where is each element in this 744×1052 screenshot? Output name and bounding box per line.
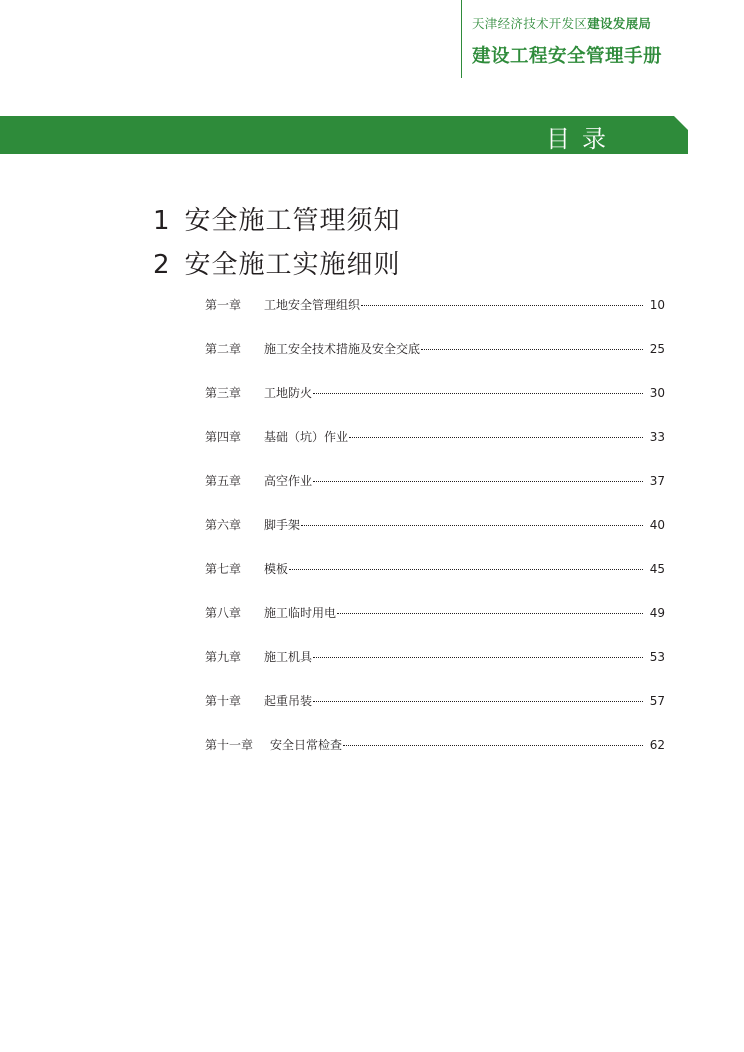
chapter-number: 第八章 <box>205 606 242 620</box>
chapter-number: 第六章 <box>205 518 242 532</box>
toc-title: 目录 <box>546 125 618 153</box>
dot-leader <box>361 305 643 306</box>
dot-leader <box>289 569 643 570</box>
toc-entry-chapter-10[interactable] <box>205 692 665 736</box>
toc-entry-chapter-9[interactable] <box>205 648 665 692</box>
chapter-number: 第四章 <box>205 430 242 444</box>
page-number: 57 <box>649 694 665 708</box>
header-divider <box>461 0 462 78</box>
organization-bureau: 建设发展局 <box>587 16 652 31</box>
manual-title: 建设工程安全管理手册 <box>472 46 663 67</box>
dot-leader <box>421 349 643 350</box>
part-number: 1 <box>153 206 171 236</box>
part-number: 2 <box>153 250 171 280</box>
chapter-title: 模板 <box>264 562 289 576</box>
page-number: 37 <box>649 474 665 488</box>
toc-entry-chapter-3[interactable] <box>205 384 665 428</box>
dot-leader <box>349 437 643 438</box>
page-number: 53 <box>649 650 665 664</box>
part-title: 安全施工实施细则 <box>184 250 401 280</box>
chapter-title: 高空作业 <box>264 474 313 488</box>
organization-prefix: 天津经济技术开发区 <box>472 16 588 31</box>
toc-entry-chapter-2[interactable] <box>205 340 665 384</box>
page-number: 62 <box>649 738 665 752</box>
chapter-number: 第十章 <box>205 694 242 708</box>
dot-leader <box>337 613 643 614</box>
dot-leader <box>343 745 643 746</box>
toc-entry-chapter-11[interactable] <box>205 736 665 780</box>
chapter-title: 施工机具 <box>264 650 313 664</box>
part-heading-1[interactable] <box>153 200 401 237</box>
chapter-number: 第二章 <box>205 342 242 356</box>
toc-entry-chapter-5[interactable] <box>205 472 665 516</box>
part-title: 安全施工管理须知 <box>184 206 401 236</box>
toc-entry-chapter-1[interactable] <box>205 296 665 340</box>
toc-entry-chapter-4[interactable] <box>205 428 665 472</box>
page-number: 25 <box>649 342 665 356</box>
chapter-number: 第十一章 <box>205 738 254 752</box>
chapter-number: 第一章 <box>205 298 242 312</box>
dot-leader <box>313 657 643 658</box>
part-heading-2[interactable] <box>153 244 401 281</box>
chapter-title: 基础（坑）作业 <box>264 430 349 444</box>
chapter-number: 第七章 <box>205 562 242 576</box>
page-number: 33 <box>649 430 665 444</box>
toc-entry-chapter-8[interactable] <box>205 604 665 648</box>
chapter-title: 起重吊装 <box>264 694 313 708</box>
chapter-number: 第三章 <box>205 386 242 400</box>
header-organization <box>472 14 651 32</box>
chapter-title: 施工临时用电 <box>264 606 337 620</box>
chapter-number: 第五章 <box>205 474 242 488</box>
dot-leader <box>301 525 643 526</box>
chapter-title: 工地防火 <box>264 386 313 400</box>
chapter-title: 工地安全管理组织 <box>264 298 361 312</box>
page-number: 40 <box>649 518 665 532</box>
toc-entry-chapter-6[interactable] <box>205 516 665 560</box>
chapter-title: 安全日常检查 <box>270 738 343 752</box>
dot-leader <box>313 481 643 482</box>
dot-leader <box>313 701 643 702</box>
page-number: 45 <box>649 562 665 576</box>
chapter-list <box>205 296 665 780</box>
page-number: 10 <box>649 298 665 312</box>
chapter-title: 脚手架 <box>264 518 301 532</box>
page-number: 49 <box>649 606 665 620</box>
dot-leader <box>313 393 643 394</box>
chapter-number: 第九章 <box>205 650 242 664</box>
toc-entry-chapter-7[interactable] <box>205 560 665 604</box>
page-number: 30 <box>649 386 665 400</box>
chapter-title: 施工安全技术措施及安全交底 <box>264 342 421 356</box>
